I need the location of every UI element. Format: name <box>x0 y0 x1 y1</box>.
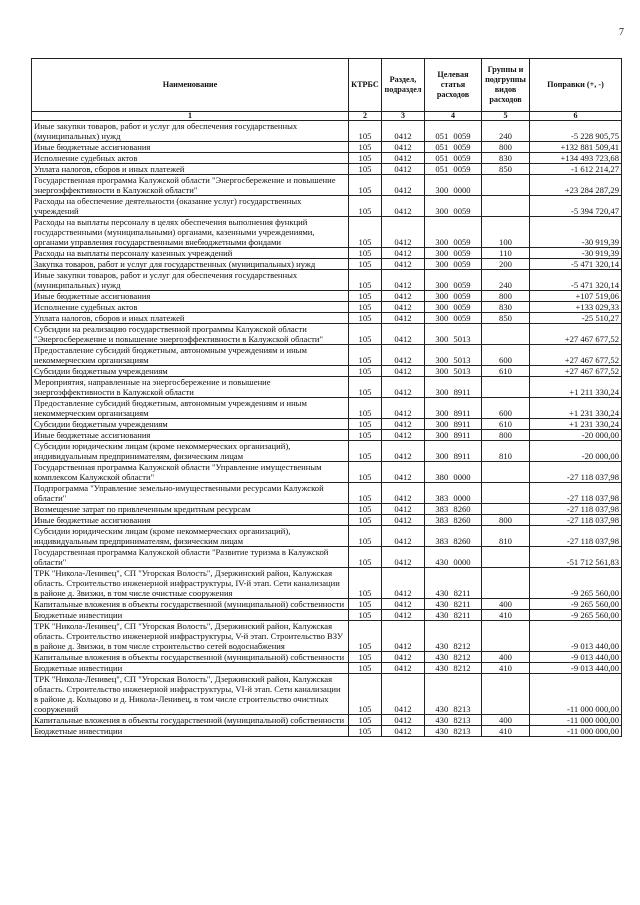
row-amount: +1 211 330,24 <box>530 377 622 398</box>
row-group <box>482 377 530 398</box>
row-group: 240 <box>482 121 530 142</box>
header-groups: Группы и подгруппы видов расходов <box>482 59 530 112</box>
row-section: 0412 <box>382 652 425 663</box>
row-target: 051 0059 <box>425 164 482 175</box>
row-target: 430 8212 <box>425 621 482 652</box>
row-amount: +1 231 330,24 <box>530 419 622 430</box>
row-section: 0412 <box>382 515 425 526</box>
page-number: 7 <box>619 27 624 38</box>
row-ktrbs: 105 <box>349 715 382 726</box>
table-row <box>32 504 622 515</box>
row-ktrbs: 105 <box>349 164 382 175</box>
row-ktrbs: 105 <box>349 366 382 377</box>
row-ktrbs: 105 <box>349 504 382 515</box>
row-section: 0412 <box>382 270 425 291</box>
row-group: 600 <box>482 345 530 366</box>
row-amount: +23 284 287,29 <box>530 175 622 196</box>
row-amount: -11 000 000,00 <box>530 674 622 715</box>
row-ktrbs: 105 <box>349 599 382 610</box>
row-amount: -27 118 037,98 <box>530 526 622 547</box>
row-group: 240 <box>482 270 530 291</box>
row-section: 0412 <box>382 324 425 345</box>
row-group <box>482 674 530 715</box>
table-row <box>32 248 622 259</box>
row-section: 0412 <box>382 441 425 462</box>
row-section: 0412 <box>382 610 425 621</box>
row-section: 0412 <box>382 599 425 610</box>
row-target: 300 0059 <box>425 270 482 291</box>
row-group: 800 <box>482 430 530 441</box>
row-ktrbs: 105 <box>349 419 382 430</box>
table-row <box>32 526 622 547</box>
row-target: 051 0059 <box>425 153 482 164</box>
table-row <box>32 621 622 652</box>
row-amount: -30 919,39 <box>530 217 622 248</box>
column-number: 2 <box>349 112 382 121</box>
table-row <box>32 313 622 324</box>
table-row <box>32 270 622 291</box>
row-amount: +1 231 330,24 <box>530 398 622 419</box>
row-amount: -51 712 561,83 <box>530 547 622 568</box>
row-target: 383 8260 <box>425 504 482 515</box>
row-name: Государственная программа Калужской области "Развитие туризма в Калужской области" <box>32 547 349 568</box>
row-target: 051 0059 <box>425 121 482 142</box>
row-amount: +27 467 677,52 <box>530 324 622 345</box>
row-amount: -11 000 000,00 <box>530 726 622 737</box>
table-row <box>32 164 622 175</box>
row-target: 430 8212 <box>425 652 482 663</box>
row-target: 300 0059 <box>425 302 482 313</box>
row-name: Уплата налогов, сборов и иных платежей <box>32 313 349 324</box>
row-amount: -20 000,00 <box>530 441 622 462</box>
row-section: 0412 <box>382 621 425 652</box>
row-group <box>482 175 530 196</box>
row-amount: +134 493 723,68 <box>530 153 622 164</box>
row-ktrbs: 105 <box>349 313 382 324</box>
row-group: 610 <box>482 366 530 377</box>
row-target: 300 0059 <box>425 217 482 248</box>
row-amount: +27 467 677,52 <box>530 345 622 366</box>
row-name: Закупка товаров, работ и услуг для государственных (муниципальных) нужд <box>32 259 349 270</box>
row-amount: -20 000,00 <box>530 430 622 441</box>
row-ktrbs: 105 <box>349 621 382 652</box>
row-section: 0412 <box>382 175 425 196</box>
row-name: Расходы на выплаты персоналу казенных учреждений <box>32 248 349 259</box>
row-section: 0412 <box>382 142 425 153</box>
row-ktrbs: 105 <box>349 663 382 674</box>
row-name: Бюджетные инвестиции <box>32 726 349 737</box>
row-ktrbs: 105 <box>349 196 382 217</box>
row-name: Субсидии бюджетным учреждениям <box>32 419 349 430</box>
row-name: Государственная программа Калужской области "Энергосбережение и повышение энергоэффективности в Калужской области" <box>32 175 349 196</box>
row-name: Мероприятия, направленные на энергосбережение и повышение энергоэффективности в Калужской области <box>32 377 349 398</box>
row-ktrbs: 105 <box>349 248 382 259</box>
row-name: ТРК "Никола-Ленивец", СП "Угорская Волость", Дзержинский район, Калужская область. Строительство инженерной инфраструктуры, IV-й этап. Сети канализации в районе д. Звизжи, в том числе очистные сооружения <box>32 568 349 599</box>
row-group: 400 <box>482 599 530 610</box>
row-target: 300 8911 <box>425 430 482 441</box>
row-amount: -27 118 037,98 <box>530 462 622 483</box>
row-section: 0412 <box>382 504 425 515</box>
header-ktrbs: КТРБС <box>349 59 382 112</box>
row-section: 0412 <box>382 313 425 324</box>
row-group <box>482 462 530 483</box>
row-group: 800 <box>482 515 530 526</box>
column-number: 4 <box>425 112 482 121</box>
row-section: 0412 <box>382 291 425 302</box>
row-group: 110 <box>482 248 530 259</box>
row-ktrbs: 105 <box>349 345 382 366</box>
row-group <box>482 568 530 599</box>
table-row <box>32 259 622 270</box>
row-name: ТРК "Никола-Ленивец", СП "Угорская Волость", Дзержинский район, Калужская область. Строительство инженерной инфраструктуры, V-й этап. Строительство ВЗУ в районе д. Звизжи, в том числе строительство сетей водоснабжения <box>32 621 349 652</box>
row-amount: -25 510,27 <box>530 313 622 324</box>
row-name: Расходы на обеспечение деятельности (оказание услуг) государственных учреждений <box>32 196 349 217</box>
row-section: 0412 <box>382 398 425 419</box>
row-group: 810 <box>482 526 530 547</box>
row-target: 300 8911 <box>425 398 482 419</box>
row-amount: -5 228 905,75 <box>530 121 622 142</box>
row-name: Исполнение судебных актов <box>32 302 349 313</box>
row-ktrbs: 105 <box>349 217 382 248</box>
row-section: 0412 <box>382 430 425 441</box>
row-target: 300 0000 <box>425 175 482 196</box>
table-header-row <box>32 59 622 112</box>
row-target: 430 8211 <box>425 568 482 599</box>
row-group: 610 <box>482 419 530 430</box>
row-group: 600 <box>482 398 530 419</box>
table-row <box>32 366 622 377</box>
table-row <box>32 217 622 248</box>
row-section: 0412 <box>382 483 425 504</box>
table-row <box>32 726 622 737</box>
row-ktrbs: 105 <box>349 142 382 153</box>
row-amount: -9 013 440,00 <box>530 621 622 652</box>
table-row <box>32 462 622 483</box>
column-number: 3 <box>382 112 425 121</box>
row-ktrbs: 105 <box>349 324 382 345</box>
row-group: 410 <box>482 610 530 621</box>
row-group: 830 <box>482 153 530 164</box>
table-row <box>32 324 622 345</box>
row-ktrbs: 105 <box>349 462 382 483</box>
row-section: 0412 <box>382 462 425 483</box>
row-ktrbs: 105 <box>349 526 382 547</box>
row-group: 810 <box>482 441 530 462</box>
row-amount: -11 000 000,00 <box>530 715 622 726</box>
row-section: 0412 <box>382 248 425 259</box>
table-row <box>32 547 622 568</box>
row-name: Иные бюджетные ассигнования <box>32 430 349 441</box>
row-amount: -9 265 560,00 <box>530 610 622 621</box>
row-target: 430 8211 <box>425 610 482 621</box>
row-name: Уплата налогов, сборов и иных платежей <box>32 164 349 175</box>
row-amount: -1 612 214,27 <box>530 164 622 175</box>
row-section: 0412 <box>382 663 425 674</box>
row-section: 0412 <box>382 366 425 377</box>
row-ktrbs: 105 <box>349 610 382 621</box>
table-row <box>32 674 622 715</box>
table-row <box>32 515 622 526</box>
row-ktrbs: 105 <box>349 441 382 462</box>
row-name: Иные бюджетные ассигнования <box>32 515 349 526</box>
row-group <box>482 621 530 652</box>
row-target: 380 0000 <box>425 462 482 483</box>
row-ktrbs: 105 <box>349 377 382 398</box>
column-number: 5 <box>482 112 530 121</box>
row-name: Бюджетные инвестиции <box>32 610 349 621</box>
row-target: 430 8211 <box>425 599 482 610</box>
table-row <box>32 196 622 217</box>
row-amount: +107 519,06 <box>530 291 622 302</box>
row-group: 100 <box>482 217 530 248</box>
table-row <box>32 430 622 441</box>
row-ktrbs: 105 <box>349 483 382 504</box>
row-target: 430 8212 <box>425 663 482 674</box>
header-target: Целевая статья расходов <box>425 59 482 112</box>
row-ktrbs: 105 <box>349 547 382 568</box>
row-amount: -27 118 037,98 <box>530 504 622 515</box>
row-group: 800 <box>482 291 530 302</box>
row-ktrbs: 105 <box>349 259 382 270</box>
table-row <box>32 398 622 419</box>
table-row <box>32 377 622 398</box>
table-row <box>32 441 622 462</box>
row-section: 0412 <box>382 153 425 164</box>
row-name: Предоставление субсидий бюджетным, автономным учреждениям и иным некоммерческим организациям <box>32 345 349 366</box>
row-amount: -27 118 037,98 <box>530 483 622 504</box>
table-row <box>32 568 622 599</box>
row-section: 0412 <box>382 377 425 398</box>
row-name: Капитальные вложения в объекты государственной (муниципальной) собственности <box>32 652 349 663</box>
row-ktrbs: 105 <box>349 652 382 663</box>
row-target: 383 0000 <box>425 483 482 504</box>
row-section: 0412 <box>382 526 425 547</box>
row-name: Капитальные вложения в объекты государственной (муниципальной) собственности <box>32 599 349 610</box>
row-target: 300 5013 <box>425 324 482 345</box>
row-target: 300 0059 <box>425 248 482 259</box>
row-target: 300 8911 <box>425 419 482 430</box>
row-amount: +27 467 677,52 <box>530 366 622 377</box>
row-ktrbs: 105 <box>349 430 382 441</box>
row-name: Субсидии на реализацию государственной программы Калужской области "Энергосбережение и повышение энергоэффективности в Калужской области" <box>32 324 349 345</box>
row-target: 300 0059 <box>425 196 482 217</box>
row-amount: -27 118 037,98 <box>530 515 622 526</box>
row-group: 800 <box>482 142 530 153</box>
row-target: 300 5013 <box>425 345 482 366</box>
row-amount: -30 919,39 <box>530 248 622 259</box>
row-amount: +132 881 509,41 <box>530 142 622 153</box>
row-ktrbs: 105 <box>349 726 382 737</box>
row-ktrbs: 105 <box>349 153 382 164</box>
row-section: 0412 <box>382 715 425 726</box>
row-section: 0412 <box>382 674 425 715</box>
row-target: 383 8260 <box>425 515 482 526</box>
row-section: 0412 <box>382 259 425 270</box>
row-ktrbs: 105 <box>349 515 382 526</box>
row-ktrbs: 105 <box>349 291 382 302</box>
row-target: 430 8213 <box>425 726 482 737</box>
row-target: 300 8911 <box>425 377 482 398</box>
row-section: 0412 <box>382 345 425 366</box>
table-row <box>32 291 622 302</box>
row-target: 300 0059 <box>425 291 482 302</box>
row-target: 430 8213 <box>425 674 482 715</box>
row-target: 300 0059 <box>425 313 482 324</box>
row-target: 300 8911 <box>425 441 482 462</box>
row-group: 410 <box>482 663 530 674</box>
budget-amendments-table <box>31 58 622 737</box>
table-row <box>32 153 622 164</box>
row-name: Капитальные вложения в объекты государственной (муниципальной) собственности <box>32 715 349 726</box>
row-name: Иные бюджетные ассигнования <box>32 291 349 302</box>
header-amendments: Поправки (+, -) <box>530 59 622 112</box>
row-group: 850 <box>482 313 530 324</box>
row-group: 400 <box>482 652 530 663</box>
header-section: Раздел, подраздел <box>382 59 425 112</box>
row-section: 0412 <box>382 164 425 175</box>
row-group: 850 <box>482 164 530 175</box>
table-row <box>32 483 622 504</box>
table-body <box>32 121 622 737</box>
row-group: 400 <box>482 715 530 726</box>
row-ktrbs: 105 <box>349 674 382 715</box>
row-section: 0412 <box>382 121 425 142</box>
row-amount: -9 265 560,00 <box>530 599 622 610</box>
row-target: 430 0000 <box>425 547 482 568</box>
row-target: 383 8260 <box>425 526 482 547</box>
table-row <box>32 599 622 610</box>
row-name: Исполнение судебных актов <box>32 153 349 164</box>
row-name: Государственная программа Калужской области "Управление имущественным комплексом Калужской области" <box>32 462 349 483</box>
table-row <box>32 121 622 142</box>
row-amount: -9 013 440,00 <box>530 652 622 663</box>
row-group <box>482 324 530 345</box>
header-name: Наименование <box>32 59 349 112</box>
row-target: 051 0059 <box>425 142 482 153</box>
row-name: Подпрограмма "Управление земельно-имущественными ресурсами Калужской области" <box>32 483 349 504</box>
row-amount: -9 265 560,00 <box>530 568 622 599</box>
row-amount: -5 471 320,14 <box>530 259 622 270</box>
row-name: Бюджетные инвестиции <box>32 663 349 674</box>
column-number-row <box>32 112 622 121</box>
column-number: 6 <box>530 112 622 121</box>
row-name: Иные закупки товаров, работ и услуг для обеспечения государственных (муниципальных) нужд <box>32 121 349 142</box>
row-group <box>482 483 530 504</box>
row-group: 830 <box>482 302 530 313</box>
row-section: 0412 <box>382 217 425 248</box>
row-ktrbs: 105 <box>349 175 382 196</box>
column-number: 1 <box>32 112 349 121</box>
row-ktrbs: 105 <box>349 121 382 142</box>
table-row <box>32 302 622 313</box>
row-group: 410 <box>482 726 530 737</box>
row-target: 430 8213 <box>425 715 482 726</box>
table-row <box>32 419 622 430</box>
row-section: 0412 <box>382 726 425 737</box>
table-row <box>32 610 622 621</box>
table-row <box>32 652 622 663</box>
row-ktrbs: 105 <box>349 270 382 291</box>
row-amount: -5 471 320,14 <box>530 270 622 291</box>
table-row <box>32 663 622 674</box>
row-group <box>482 504 530 515</box>
row-group <box>482 547 530 568</box>
row-target: 300 0059 <box>425 259 482 270</box>
row-ktrbs: 105 <box>349 302 382 313</box>
row-name: Субсидии юридическим лицам (кроме некоммерческих организаций), индивидуальным предпринимателям, физическим лицам <box>32 526 349 547</box>
row-name: Иные бюджетные ассигнования <box>32 142 349 153</box>
table-row <box>32 142 622 153</box>
row-name: Возмещение затрат по привлеченным кредитным ресурсам <box>32 504 349 515</box>
row-group: 200 <box>482 259 530 270</box>
row-section: 0412 <box>382 196 425 217</box>
row-ktrbs: 105 <box>349 398 382 419</box>
row-amount: -5 394 720,47 <box>530 196 622 217</box>
row-target: 300 5013 <box>425 366 482 377</box>
row-group <box>482 196 530 217</box>
row-name: Субсидии юридическим лицам (кроме некоммерческих организаций), индивидуальным предпринимателям, физическим лицам <box>32 441 349 462</box>
row-name: Иные закупки товаров, работ и услуг для обеспечения государственных (муниципальных) нужд <box>32 270 349 291</box>
row-name: Субсидии бюджетным учреждениям <box>32 366 349 377</box>
row-section: 0412 <box>382 419 425 430</box>
row-section: 0412 <box>382 547 425 568</box>
row-ktrbs: 105 <box>349 568 382 599</box>
row-name: Предоставление субсидий бюджетным, автономным учреждениям и иным некоммерческим организациям <box>32 398 349 419</box>
table-row <box>32 175 622 196</box>
table-row <box>32 715 622 726</box>
row-section: 0412 <box>382 568 425 599</box>
row-name: ТРК "Никола-Ленивец", СП "Угорская Волость", Дзержинский район, Калужская область. Строительство инженерной инфраструктуры, VI-й этап. Сети канализации в районе д. Кольцово и д. Никола-Ленивец, в том числе строительство очистных сооружений <box>32 674 349 715</box>
row-amount: -9 013 440,00 <box>530 663 622 674</box>
row-section: 0412 <box>382 302 425 313</box>
row-amount: +133 029,33 <box>530 302 622 313</box>
row-name: Расходы на выплаты персоналу в целях обеспечения выполнения функций государственными (муниципальными) органами, казенными учреждениями, органами управления государственными внебюджетными фондами <box>32 217 349 248</box>
table-row <box>32 345 622 366</box>
